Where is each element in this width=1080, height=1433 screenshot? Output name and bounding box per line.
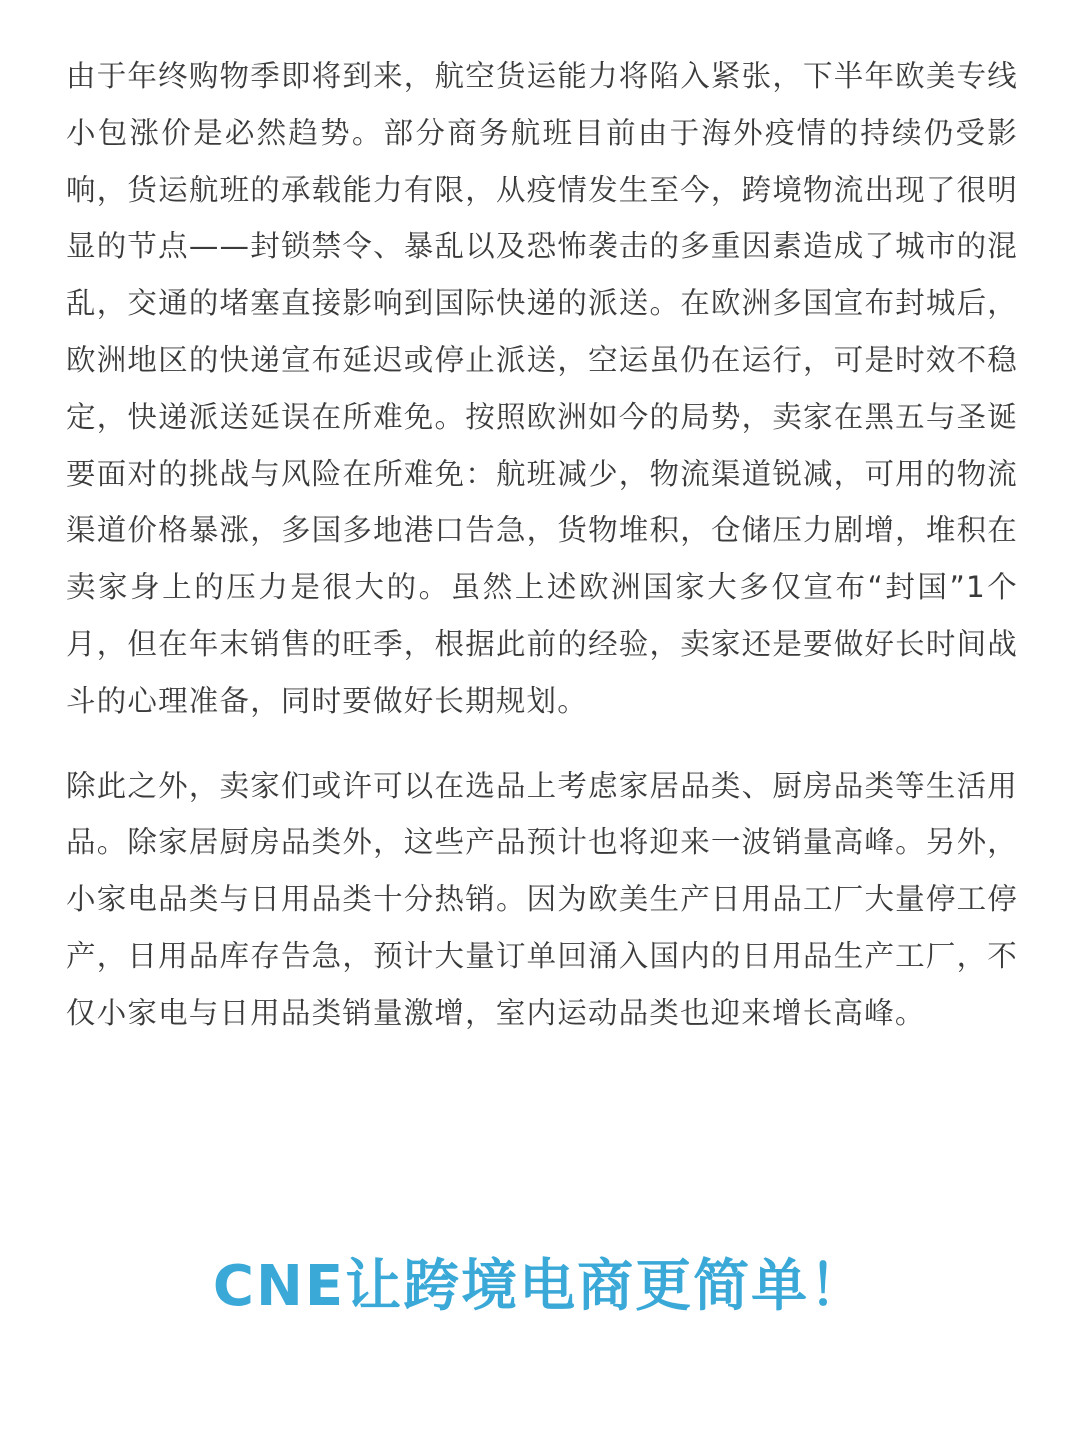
paragraph-logistics: 由于年终购物季即将到来，航空货运能力将陷入紧张，下半年欧美专线小包涨价是必然趋势。部分商务航班目前由于海外疫情的持续仍受影响，货运航班的承载能力有限，从疫情发生至今，跨境物流出现了很明显的节点——封锁禁令、暴乱以及恐怖袭击的多重因素造成了城市的混乱，交通的堵塞直接影响到国际快递的派送。在欧洲多国宣布封城后，欧洲地区的快递宣布延迟或停止派送，空运虽仍在运行，可是时效不稳定，快递派送延误在所难免。按照欧洲如今的局势，卖家在黑五与圣诞要面对的挑战与风险在所难免：航班减少，物流渠道锐减，可用的物流渠道价格暴涨，多国多地港口告急，货物堆积，仓储压力剧增，堆积在卖家身上的压力是很大的。虽然上述欧洲国家大多仅宣布“封国”1个月，但在年末销售的旺季，根据此前的经验，卖家还是要做好长时间战斗的心理准备，同时要做好长期规划。 bbox=[66, 59, 1018, 718]
paragraph-product-selection: 除此之外，卖家们或许可以在选品上考虑家居品类、厨房品类等生活用品。除家居厨房品类外，这些产品预计也将迎来一波销量高峰。另外，小家电品类与日用品类十分热销。因为欧美生产日用品工厂大量停工停产，日用品库存告急，预计大量订单回涌入国内的日用品生产工厂，不仅小家电与日用品类销量激增，室内运动品类也迎来增长高峰。 bbox=[66, 768, 1018, 1030]
article-body bbox=[66, 48, 1018, 1042]
brand-slogan: CNE让跨境电商更简单！ bbox=[212, 1254, 868, 1319]
